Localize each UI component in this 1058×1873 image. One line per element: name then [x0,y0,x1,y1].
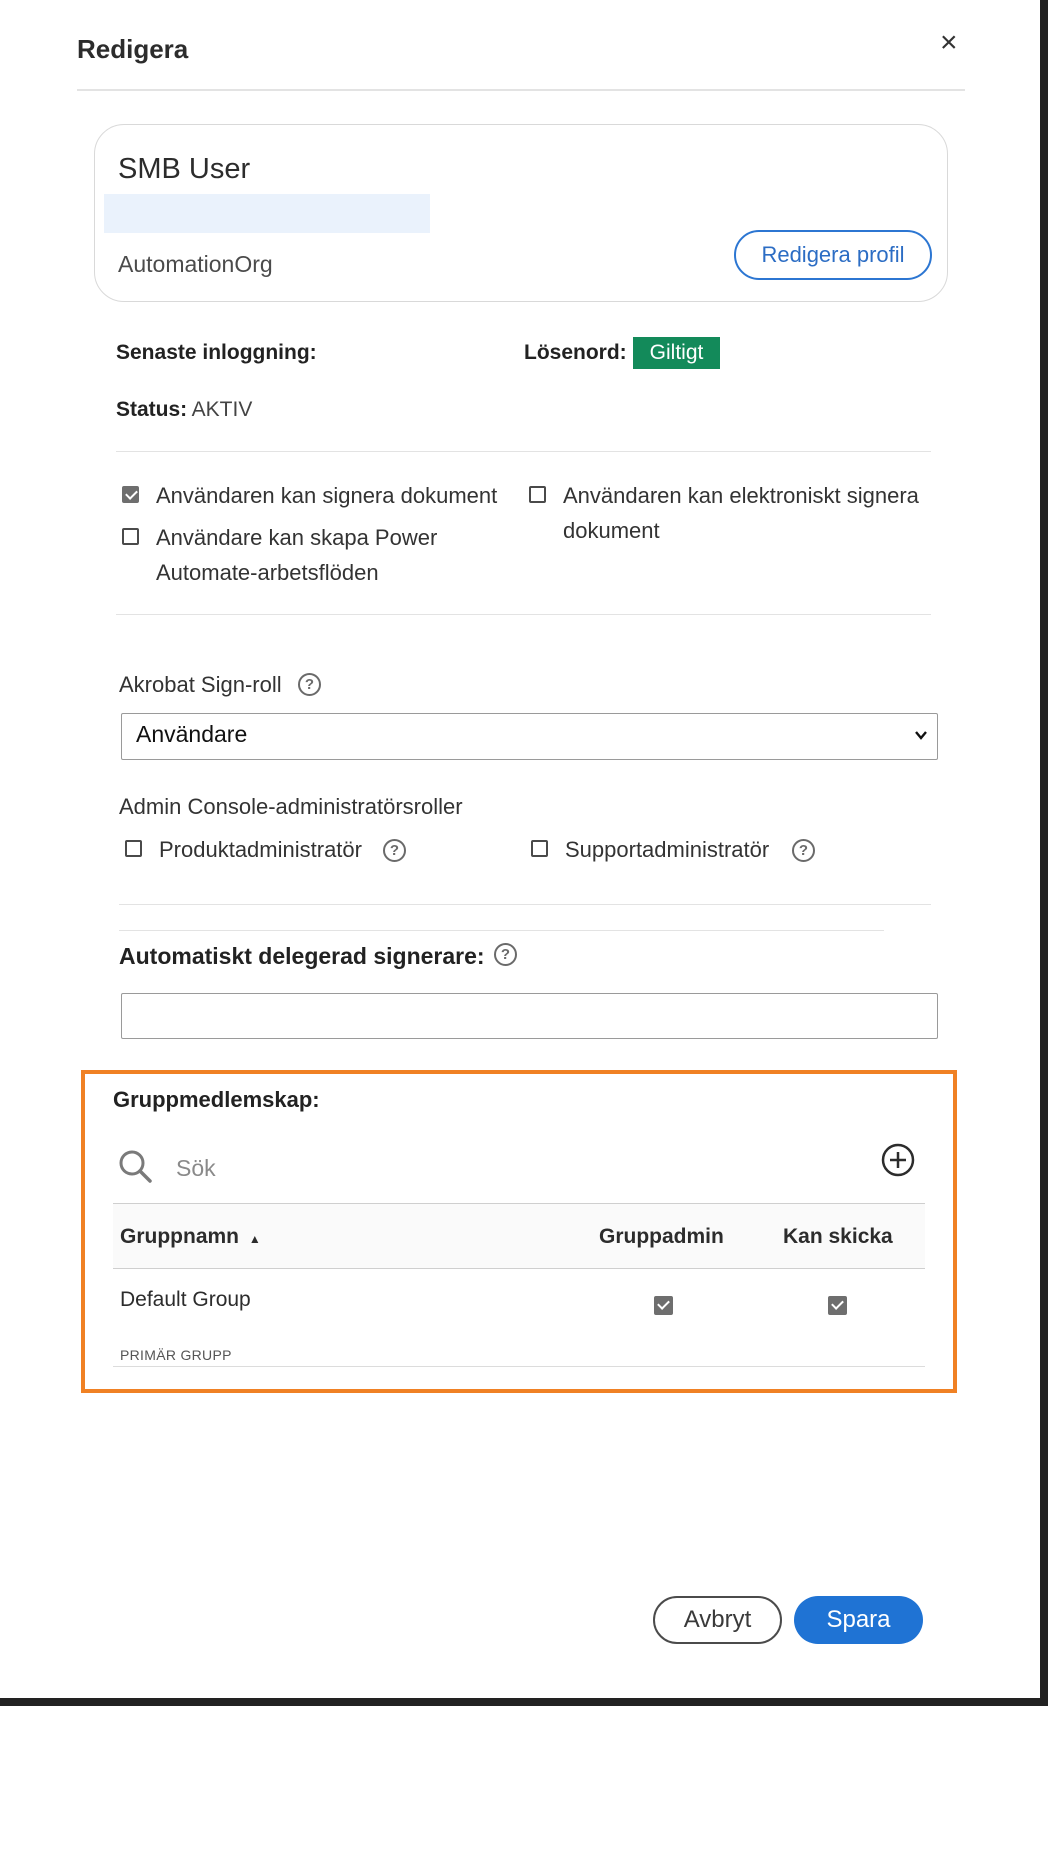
row-divider [113,1366,925,1367]
search-icon [117,1148,153,1184]
help-icon[interactable]: ? [494,943,517,966]
help-icon[interactable]: ? [298,673,321,696]
status-value: AKTIV [191,398,253,421]
power-automate-label-line1: Användare kan skapa Power [156,525,438,550]
can-send-checkbox[interactable] [828,1296,847,1315]
organization-name: AutomationOrg [118,251,273,277]
group-search-input[interactable]: Sök [176,1155,216,1181]
power-automate-checkbox[interactable] [122,528,139,545]
e-sign-checkbox[interactable] [529,486,546,503]
edit-profile-button[interactable]: Redigera profil [734,230,932,280]
support-admin-checkbox[interactable] [531,840,548,857]
save-button[interactable]: Spara [794,1596,923,1644]
email-redacted [104,194,430,233]
column-header-group-name[interactable] [120,1225,261,1249]
password-label: Lösenord: [524,341,627,364]
delegated-signer-label: Automatiskt delegerad signerare: [119,943,485,969]
divider [116,614,931,615]
sort-ascending-icon: ▲ [248,1232,261,1246]
primary-group-tag: PRIMÄR GRUPP [120,1347,232,1363]
group-name-cell: Default Group [120,1288,251,1311]
sign-role-selected: Användare [136,721,248,747]
power-automate-label-line2: Automate-arbetsflöden [156,560,379,585]
help-icon[interactable]: ? [383,839,406,862]
support-admin-label: Supportadministratör [565,837,770,862]
sign-documents-label: Användaren kan signera dokument [156,483,498,508]
admin-roles-label: Admin Console-administratörsroller [119,794,463,819]
dialog-title: Redigera [77,34,189,64]
product-admin-checkbox[interactable] [125,840,142,857]
group-admin-checkbox[interactable] [654,1296,673,1315]
e-sign-label-line2: dokument [563,518,660,543]
column-header-group-admin[interactable]: Gruppadmin [599,1225,724,1248]
product-admin-label: Produktadministratör [159,837,362,862]
add-group-icon[interactable] [880,1142,916,1178]
cancel-button[interactable]: Avbryt [653,1596,782,1644]
e-sign-label-line1: Användaren kan elektroniskt signera [563,483,919,508]
divider [119,930,884,931]
status-row [116,398,252,422]
column-header-label: Gruppnamn [120,1225,239,1248]
last-login-label: Senaste inloggning: [116,341,317,364]
chevron-down-icon [914,728,928,742]
close-icon[interactable]: × [940,26,958,59]
group-membership-heading: Gruppmedlemskap: [113,1087,320,1112]
divider [116,451,931,452]
user-name: SMB User [118,153,251,185]
header-divider [77,89,965,91]
sign-role-label: Akrobat Sign-roll [119,672,282,697]
help-icon[interactable]: ? [792,839,815,862]
status-label: Status: [116,398,188,421]
delegated-signer-input[interactable] [121,993,938,1039]
password-status-badge: Giltigt [633,337,720,369]
column-header-can-send[interactable]: Kan skicka [783,1225,893,1248]
sign-documents-checkbox[interactable] [122,486,139,503]
divider [119,904,931,905]
